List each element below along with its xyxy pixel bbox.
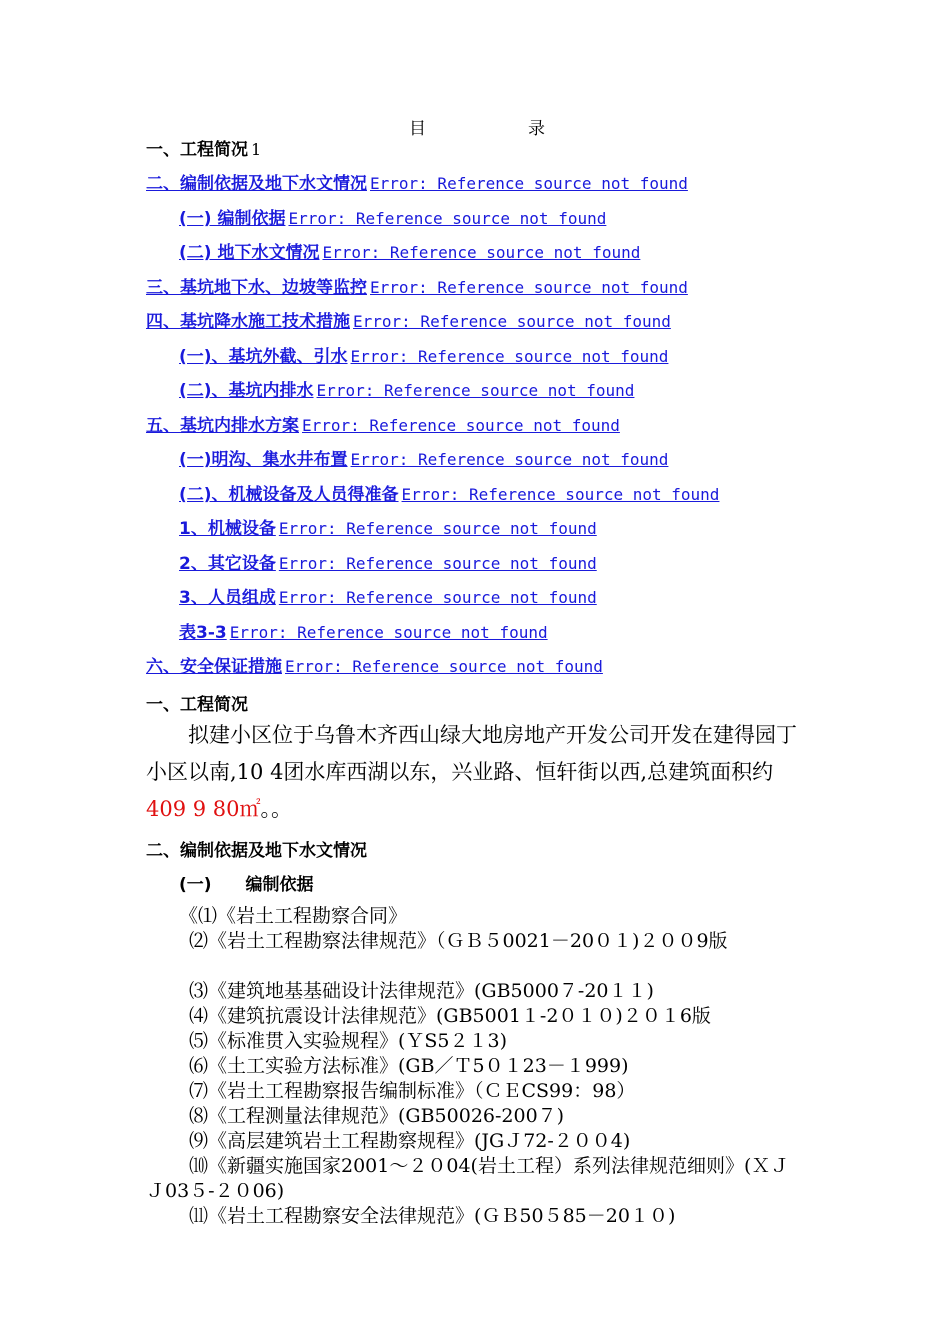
reference-item: ⑷《建筑抗震设计法律规范》(GB5001１-2０１０)２０１6版 xyxy=(189,1005,711,1027)
section1-text: 拟建小区位于乌鲁木齐西山绿大地房地产开发公司开发在建得园丁小区以南,10 4团水库西湖以东，兴业路、恒轩街以西,总建筑面积约 xyxy=(146,723,797,784)
toc-entry-5-2-3[interactable]: 3、人员组成 Error: Reference source not found xyxy=(179,588,597,608)
toc-entry-3[interactable]: 三、基坑地下水、边坡等监控 Error: Reference source not found xyxy=(146,278,688,298)
toc-entry-2[interactable]: 二、编制依据及地下水文情况 Error: Reference source not found xyxy=(146,174,688,194)
section1-heading: 一、工程简况 xyxy=(146,695,248,715)
toc-entry-5-2-1[interactable]: 1、机械设备 Error: Reference source not found xyxy=(179,519,597,539)
toc-entry-4-1[interactable]: (一)、基坑外截、引水 Error: Reference source not found xyxy=(179,347,669,367)
toc-entry-4[interactable]: 四、基坑降水施工技术措施 Error: Reference source not found xyxy=(146,312,671,332)
toc-entry-5-2-2[interactable]: 2、其它设备 Error: Reference source not found xyxy=(179,554,597,574)
reference-item: ⑹《土工实验方法标准》(GB／Ｔ5０１23－１999) xyxy=(189,1055,629,1077)
reference-item: ⑼《高层建筑岩土工程勘察规程》(JGＪ72-２００4) xyxy=(189,1130,631,1152)
section2-sub-heading: (一) 编制依据 xyxy=(179,875,314,895)
toc-entry-4-2[interactable]: (二)、基坑内排水 Error: Reference source not found xyxy=(179,381,635,401)
reference-item: ⑵《岩土工程勘察法律规范》（ＧＢ５0021－20０１)２００9版 xyxy=(189,930,728,952)
reference-item: ⑺《岩土工程勘察报告编制标准》（ＣＥCS99：98） xyxy=(189,1080,636,1102)
toc-entry-2-1[interactable]: (一) 编制依据 Error: Reference source not found xyxy=(179,209,607,229)
toc-entry-table-3-3[interactable]: 表3-3 Error: Reference source not found xyxy=(179,623,548,643)
section2-heading: 二、编制依据及地下水文情况 xyxy=(146,841,367,861)
toc-entry-6[interactable]: 六、安全保证措施 Error: Reference source not found xyxy=(146,657,603,677)
toc-title-left: 目 xyxy=(409,119,426,139)
toc-title-right: 录 xyxy=(528,119,545,139)
section1-tail: 。。 xyxy=(260,797,293,821)
toc-entry-5-1[interactable]: (一)明沟、集水井布置 Error: Reference source not found xyxy=(179,450,669,470)
toc-entry-1[interactable]: 一、工程简况 1 xyxy=(146,140,262,160)
reference-item: ⑽《新疆实施国家2001～２０04(岩土工程）系列法律规范细则》(ＸＪＪ03５-２０06) xyxy=(146,1155,790,1202)
area-value: 409 9 80㎡ xyxy=(146,797,261,821)
toc-entry-5-2[interactable]: (二)、机械设备及人员得准备 Error: Reference source not found xyxy=(179,485,720,505)
toc-entry-5[interactable]: 五、基坑内排水方案 Error: Reference source not found xyxy=(146,416,620,436)
reference-item: 《⑴《岩土工程勘察合同》 xyxy=(179,905,408,927)
section1-paragraph xyxy=(146,717,806,828)
reference-item: ⑾《岩土工程勘察安全法律规范》(ＧＢ50５85－20１０) xyxy=(189,1205,676,1227)
reference-item: ⑻《工程测量法律规范》(GB50026-200７) xyxy=(189,1105,565,1127)
toc-title xyxy=(409,114,545,139)
reference-item: ⑸《标准贯入实验规程》(ＹS5２１3) xyxy=(189,1030,508,1052)
reference-item: ⑶《建筑地基基础设计法律规范》(GB5000７-20１１) xyxy=(189,980,654,1002)
toc-entry-2-2[interactable]: (二) 地下水文情况 Error: Reference source not found xyxy=(179,243,641,263)
